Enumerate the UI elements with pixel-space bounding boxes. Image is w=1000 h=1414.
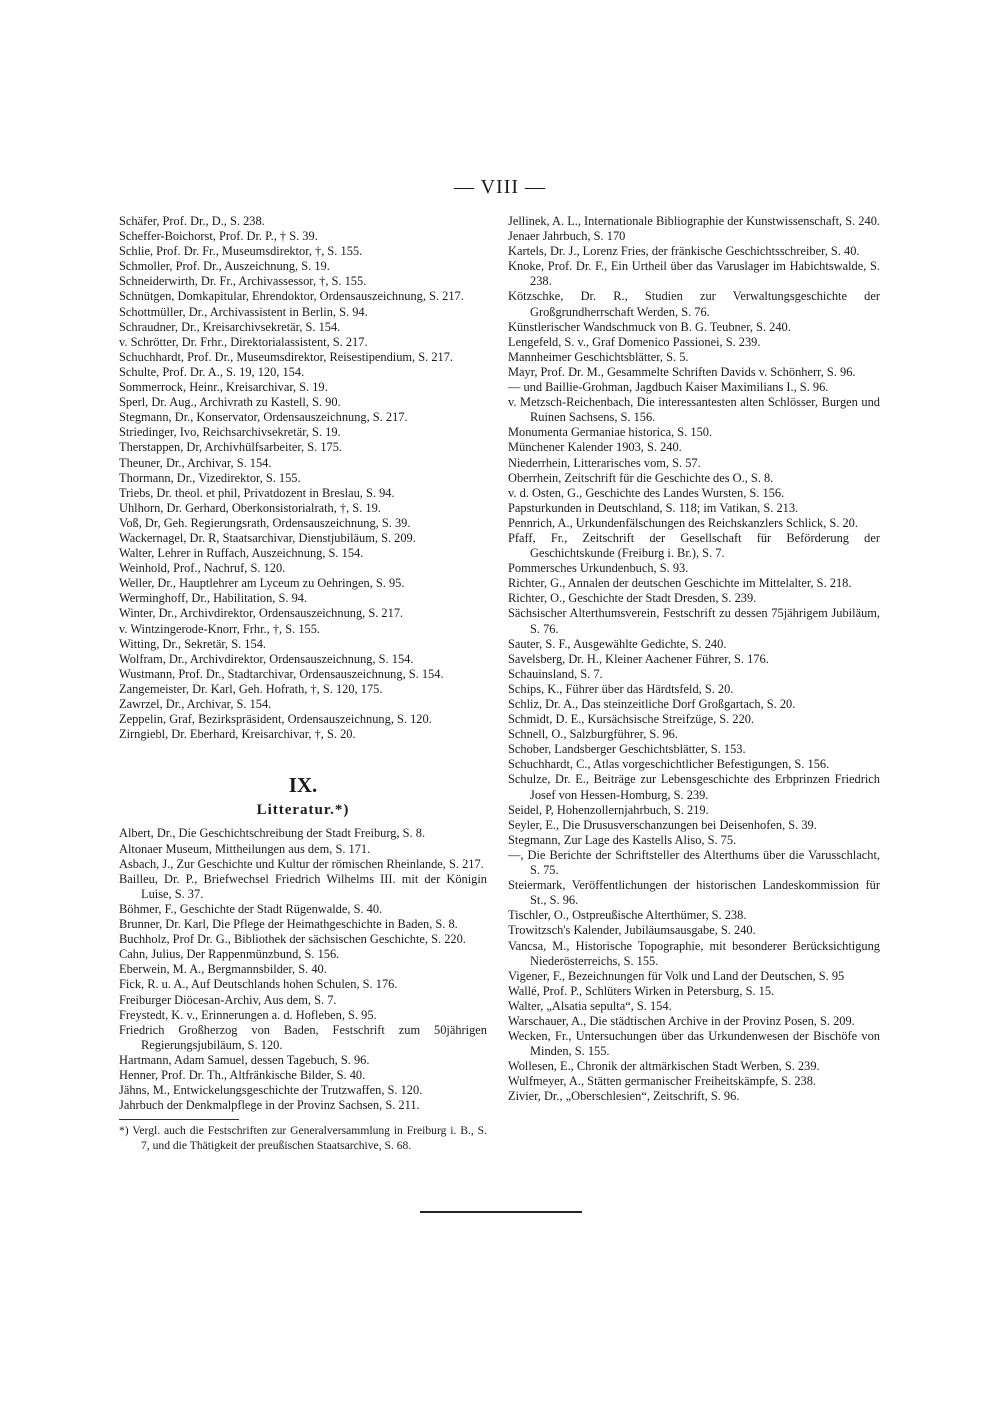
index-entry: Sommerrock, Heinr., Kreisarchivar, S. 19.: [119, 380, 328, 395]
index-entry: Vigener, F., Bezeichnungen für Volk und Land der Deutschen, S. 95: [508, 968, 845, 983]
index-entry: Brunner, Dr. Karl, Die Pflege der Heimathgeschichte in Baden, S. 8.: [119, 917, 458, 932]
index-entry: Jahrbuch der Denkmalpflege in der Provinz Sachsen, S. 211.: [119, 1098, 420, 1113]
index-entry: Sauter, S. F., Ausgewählte Gedichte, S. 240.: [508, 636, 727, 651]
index-entry: Pfaff, Fr., Zeitschrift der Gesellschaft für Beförderung der Geschichtskunde (Freiburg i. Br.), S. 7.: [508, 530, 880, 561]
index-entry: Warschauer, A., Die städtischen Archive in der Provinz Posen, S. 209.: [508, 1013, 855, 1028]
index-entry: Richter, G., Annalen der deutschen Geschichte im Mittelalter, S. 218.: [508, 576, 852, 591]
index-entry: Bailleu, Dr. P., Briefwechsel Friedrich Wilhelms III. mit der Königin Luise, S. 37.: [119, 871, 487, 901]
index-entry: v. Schrötter, Dr. Frhr., Direktorialassistent, S. 217.: [119, 334, 368, 349]
index-entry: Thormann, Dr., Vizedirektor, S. 155.: [119, 470, 301, 485]
index-entry: Knoke, Prof. Dr. F., Ein Urtheil über das Varuslager im Habichtswalde, S. 238.: [508, 259, 880, 289]
index-entry: Asbach, J., Zur Geschichte und Kultur der römischen Rheinlande, S. 217.: [119, 856, 484, 871]
index-entry: Niederrhein, Litterarisches vom, S. 57.: [508, 455, 701, 470]
index-entry: Schuchhardt, C., Atlas vorgeschichtlicher Befestigungen, S. 156.: [508, 757, 830, 772]
index-entry: Schmoller, Prof. Dr., Auszeichnung, S. 19.: [119, 259, 330, 274]
index-entry: Schlie, Prof. Dr. Fr., Museumsdirektor, †, S. 155.: [119, 244, 363, 259]
index-entry: Wulfmeyer, A., Stätten germanischer Freiheitskämpfe, S. 238.: [508, 1074, 817, 1089]
index-entry: — und Baillie-Grohman, Jagdbuch Kaiser Maximilians I., S. 96.: [508, 380, 829, 395]
index-entry: Zeppelin, Graf, Bezirkspräsident, Ordensauszeichnung, S. 120.: [119, 712, 432, 727]
literature-list-continued: [508, 214, 880, 1105]
page-number: — VIII —: [453, 176, 547, 198]
index-entry: Henner, Prof. Dr. Th., Altfränkische Bilder, S. 40.: [119, 1067, 366, 1082]
index-entry: Tischler, O., Ostpreußische Alterthümer, S. 238.: [508, 908, 747, 923]
index-entry: Schneiderwirth, Dr. Fr., Archivassessor, †, S. 155.: [119, 274, 367, 289]
index-entry: Schober, Landsberger Geschichtsblätter, S. 153.: [508, 742, 746, 757]
index-entry: Freiburger Diöcesan-Archiv, Aus dem, S. 7.: [119, 992, 337, 1007]
literature-list: [119, 826, 487, 1113]
index-entry: Sperl, Dr. Aug., Archivrath zu Kastell, S. 90.: [119, 395, 341, 410]
index-entry: Eberwein, M. A., Bergmannsbilder, S. 40.: [119, 962, 327, 977]
index-entry: Wallé, Prof. P., Schlüters Wirken in Petersburg, S. 15.: [508, 983, 775, 998]
index-entry: Schuchhardt, Prof. Dr., Museumsdirektor, Reisestipendium, S. 217.: [119, 349, 454, 364]
index-entry: Altonaer Museum, Mittheilungen aus dem, S. 171.: [119, 841, 371, 856]
index-entry: Jähns, M., Entwickelungsgeschichte der Trutzwaffen, S. 120.: [119, 1083, 423, 1098]
index-entry: Savelsberg, Dr. H., Kleiner Aachener Führer, S. 176.: [508, 651, 769, 666]
index-entry: Schnell, O., Salzburgführer, S. 96.: [508, 727, 678, 742]
index-entry: Wolfram, Dr., Archivdirektor, Ordensauszeichnung, S. 154.: [119, 651, 414, 666]
index-entry: Triebs, Dr. theol. et phil, Privatdozent in Breslau, S. 94.: [119, 485, 395, 500]
footnote: *) Vergl. auch die Festschriften zur Generalversammlung in Freiburg i. B., S. 7, und die Thätigkeit der preußischen Staatsarchive, S. 68.: [119, 1124, 487, 1152]
index-entry: Seidel, P, Hohenzollernjahrbuch, S. 219.: [508, 802, 709, 817]
index-entry: Schulte, Prof. Dr. A., S. 19, 120, 154.: [119, 364, 305, 379]
index-entry: Freystedt, K. v., Erinnerungen a. d. Hofleben, S. 95.: [119, 1007, 377, 1022]
index-entry: Kötzschke, Dr. R., Studien zur Verwaltungsgeschichte der Großgrundherrschaft Werden, S. 76.: [508, 289, 880, 319]
index-entry: Witting, Dr., Sekretär, S. 154.: [119, 636, 266, 651]
index-entry: v. d. Osten, G., Geschichte des Landes Wursten, S. 156.: [508, 485, 785, 500]
index-entry: Werminghoff, Dr., Habilitation, S. 94.: [119, 591, 308, 606]
index-entry: Zivier, Dr., „Oberschlesien“, Zeitschrift, S. 96.: [508, 1089, 740, 1104]
end-rule: [420, 1211, 582, 1213]
index-entry: Trowitzsch's Kalender, Jubiläumsausgabe, S. 240.: [508, 923, 756, 938]
index-entry: Schliz, Dr. A., Das steinzeitliche Dorf Großgartach, S. 20.: [508, 697, 796, 711]
index-entry: Buchholz, Prof Dr. G., Bibliothek der sächsischen Geschichte, S. 220.: [119, 932, 466, 947]
index-entry: Jenaer Jahrbuch, S. 170: [508, 229, 626, 244]
index-entry: Monumenta Germaniae historica, S. 150.: [508, 425, 713, 440]
index-entry: Friedrich Großherzog von Baden, Festschrift zum 50jährigen Regierungsjubiläum, S. 120.: [119, 1022, 487, 1052]
index-entry: Zangemeister, Dr. Karl, Geh. Hofrath, †, S. 120, 175.: [119, 681, 383, 696]
section-title: Litteratur.*): [256, 802, 350, 819]
left-column: [119, 214, 487, 1153]
index-entry: Albert, Dr., Die Geschichtschreibung der Stadt Freiburg, S. 8.: [119, 826, 426, 841]
index-entry: Stegmann, Zur Lage des Kastells Aliso, S. 75.: [508, 832, 737, 847]
index-entry: Weller, Dr., Hauptlehrer am Lyceum zu Oehringen, S. 95.: [119, 576, 405, 591]
index-entry: Weinhold, Prof., Nachruf, S. 120.: [119, 561, 286, 576]
index-entry: Walter, Lehrer in Ruffach, Auszeichnung, S. 154.: [119, 546, 364, 561]
index-entry: Cahn, Julius, Der Rappenmünzbund, S. 156.: [119, 947, 340, 962]
index-entry: Fick, R. u. A., Auf Deutschlands hohen Schulen, S. 176.: [119, 977, 398, 992]
section-number: IX.: [288, 773, 318, 798]
index-entry: —, Die Berichte der Schriftsteller des Alterthums über die Varusschlacht, S. 75.: [508, 847, 880, 878]
index-entry: Voß, Dr, Geh. Regierungsrath, Ordensauszeichnung, S. 39.: [119, 515, 411, 530]
index-entry: Richter, O., Geschichte der Stadt Dresden, S. 239.: [508, 591, 757, 606]
index-entry: Pommersches Urkundenbuch, S. 93.: [508, 561, 689, 576]
index-entry: Schottmüller, Dr., Archivassistent in Berlin, S. 94.: [119, 304, 368, 319]
index-entry: Therstappen, Dr, Archivhülfsarbeiter, S. 175.: [119, 440, 343, 455]
index-entry: Hartmann, Adam Samuel, dessen Tagebuch, S. 96.: [119, 1052, 370, 1067]
index-entry: Künstlerischer Wandschmuck von B. G. Teubner, S. 240.: [508, 319, 791, 334]
index-entry: Schulze, Dr. E., Beiträge zur Lebensgeschichte des Erbprinzen Friedrich Josef von Hessen-Homburg, S. 239.: [508, 772, 880, 802]
index-entry: Wackernagel, Dr. R, Staatsarchivar, Dienstjubiläum, S. 209.: [119, 530, 416, 545]
index-entry: Jellinek, A. L., Internationale Bibliographie der Kunstwissenschaft, S. 240.: [508, 214, 880, 228]
index-entry: Striedinger, Ivo, Reichsarchivsekretär, S. 19.: [119, 425, 341, 440]
index-entry: Wustmann, Prof. Dr., Stadtarchivar, Ordensauszeichnung, S. 154.: [119, 666, 444, 681]
right-column: [508, 214, 880, 1105]
index-entry: Scheffer-Boichorst, Prof. Dr. P., † S. 39.: [119, 229, 318, 244]
index-entry: Schips, K., Führer über das Härdtsfeld, S. 20.: [508, 681, 734, 696]
index-entry: v. Wintzingerode-Knorr, Frhr., †, S. 155.: [119, 621, 321, 636]
index-entry: Schnütgen, Domkapitular, Ehrendoktor, Ordensauszeichnung, S. 217.: [119, 289, 464, 304]
index-entry: Steiermark, Veröffentlichungen der historischen Landeskommission für St., S. 96.: [508, 878, 880, 908]
index-entry: Winter, Dr., Archivdirektor, Ordensauszeichnung, S. 217.: [119, 606, 404, 621]
index-entry: v. Metzsch-Reichenbach, Die interessantesten alten Schlösser, Burgen und Ruinen Sachsens, S. 156.: [508, 395, 880, 425]
personalia-list: [119, 214, 487, 742]
index-entry: Stegmann, Dr., Konservator, Ordensauszeichnung, S. 217.: [119, 410, 408, 425]
index-entry: Vancsa, M., Historische Topographie, mit besonderer Berücksichtigung Niederösterreichs, S. 155.: [508, 938, 880, 968]
index-entry: Schmidt, D. E., Kursächsische Streifzüge, S. 220.: [508, 712, 755, 727]
index-entry: Wollesen, E., Chronik der altmärkischen Stadt Werben, S. 239.: [508, 1059, 820, 1074]
index-entry: Böhmer, F., Geschichte der Stadt Rügenwalde, S. 40.: [119, 901, 383, 916]
index-entry: Schraudner, Dr., Kreisarchivsekretär, S. 154.: [119, 319, 341, 334]
index-entry: Uhlhorn, Dr. Gerhard, Oberkonsistorialrath, †, S. 19.: [119, 500, 381, 515]
index-entry: Papsturkunden in Deutschland, S. 118; im Vatikan, S. 213.: [508, 500, 799, 515]
index-entry: Zawrzel, Dr., Archivar, S. 154.: [119, 697, 272, 711]
footnote-divider: [119, 1119, 239, 1120]
index-entry: Schauinsland, S. 7.: [508, 666, 603, 681]
index-entry: Walter, „Alsatia sepulta“, S. 154.: [508, 998, 672, 1013]
index-entry: Schäfer, Prof. Dr., D., S. 238.: [119, 214, 265, 228]
index-entry: Mannheimer Geschichtsblätter, S. 5.: [508, 349, 689, 364]
index-entry: Pennrich, A., Urkundenfälschungen des Reichskanzlers Schlick, S. 20.: [508, 515, 858, 530]
index-entry: Münchener Kalender 1903, S. 240.: [508, 440, 682, 455]
index-entry: Theuner, Dr., Archivar, S. 154.: [119, 455, 272, 470]
index-entry: Sächsischer Alterthumsverein, Festschrift zu dessen 75jährigem Jubiläum, S. 76.: [508, 606, 880, 636]
index-entry: Seyler, E., Die Drususverschanzungen bei Deisenhofen, S. 39.: [508, 817, 817, 832]
index-entry: Wecken, Fr., Untersuchungen über das Urkundenwesen der Bischöfe von Minden, S. 155.: [508, 1029, 880, 1059]
index-entry: Mayr, Prof. Dr. M., Gesammelte Schriften Davids v. Schönherr, S. 96.: [508, 364, 856, 379]
index-entry: Lengefeld, S. v., Graf Domenico Passionei, S. 239.: [508, 334, 761, 349]
index-entry: Oberrhein, Zeitschrift für die Geschichte des O., S. 8.: [508, 470, 774, 485]
index-entry: Zirngiebl, Dr. Eberhard, Kreisarchivar, †, S. 20.: [119, 727, 356, 742]
index-entry: Kartels, Dr. J., Lorenz Fries, der fränkische Geschichtsschreiber, S. 40.: [508, 244, 860, 259]
